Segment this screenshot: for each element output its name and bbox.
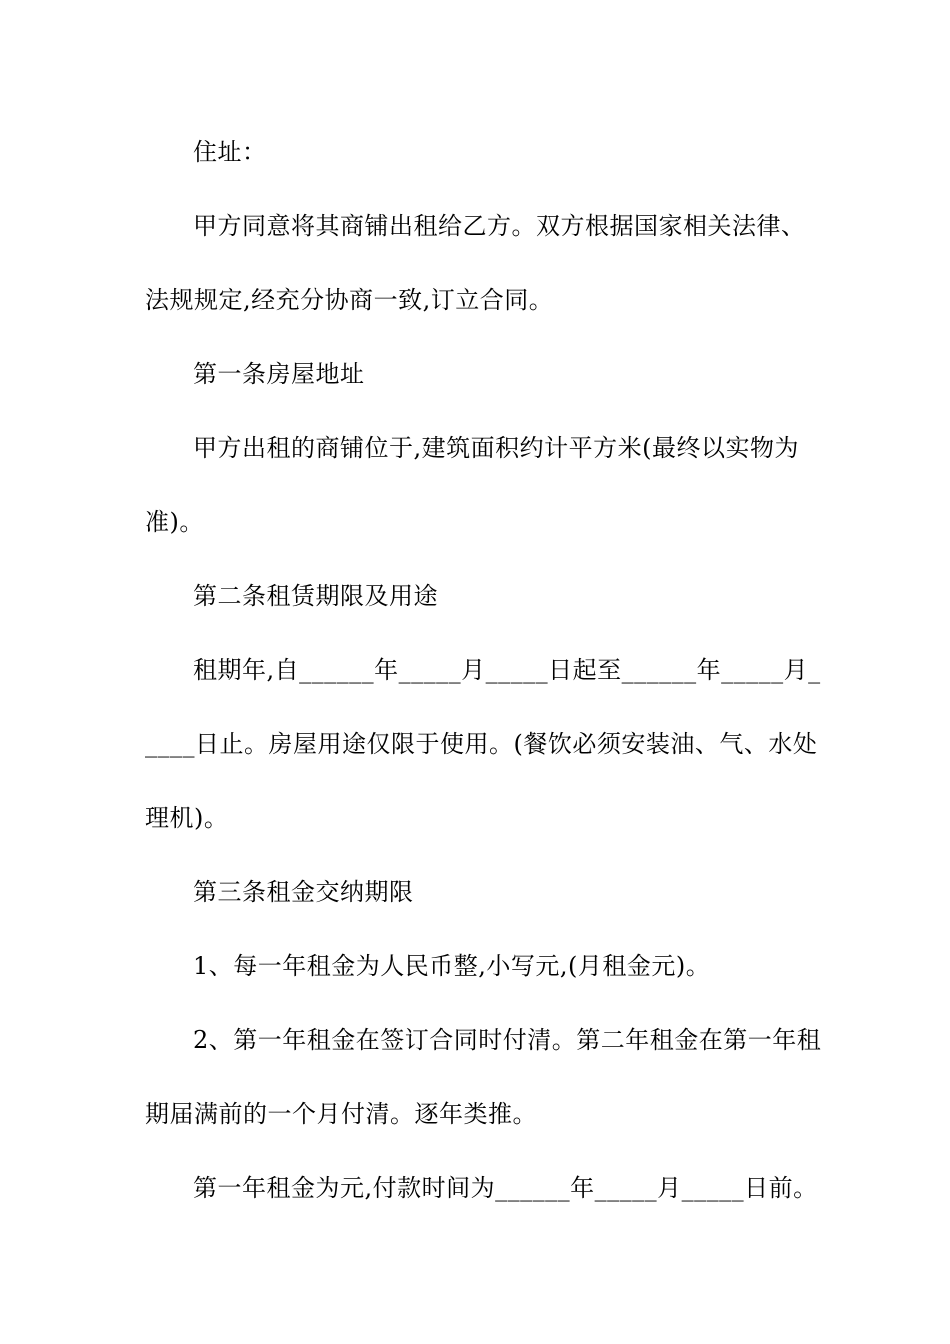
article-2-paragraph-line-3: 理机)。 [145,804,229,832]
address-line: 住址： [193,138,267,166]
article-3-heading: 第三条租金交纳期限 [193,878,414,906]
article-3-item-1: 1、每一年租金为人民币整,小写元,(月租金元)。 [193,952,711,980]
first-year-rent-line: 第一年租金为元,付款时间为______年_____月_____日前。 [193,1174,818,1202]
article-2-paragraph-line-2: ____日止。房屋用途仅限于使用。(餐饮必须安装油、气、水处 [145,730,818,758]
article-2-paragraph-line-1: 租期年,自______年_____月_____日起至______年_____月_ [193,656,821,684]
article-1-paragraph-line-2: 准)。 [145,508,204,536]
article-1-heading: 第一条房屋地址 [193,360,365,388]
article-2-heading: 第二条租赁期限及用途 [193,582,438,610]
intro-paragraph-line-1: 甲方同意将其商铺出租给乙方。双方根据国家相关法律、 [193,212,806,240]
article-3-item-2-line-1: 2、第一年租金在签订合同时付清。第二年租金在第一年租 [193,1026,822,1054]
intro-paragraph-line-2: 法规规定,经充分协商一致,订立合同。 [145,286,554,314]
article-1-paragraph-line-1: 甲方出租的商铺位于,建筑面积约计平方米(最终以实物为 [193,434,799,462]
article-3-item-2-line-2: 期届满前的一个月付清。逐年类推。 [145,1100,537,1128]
